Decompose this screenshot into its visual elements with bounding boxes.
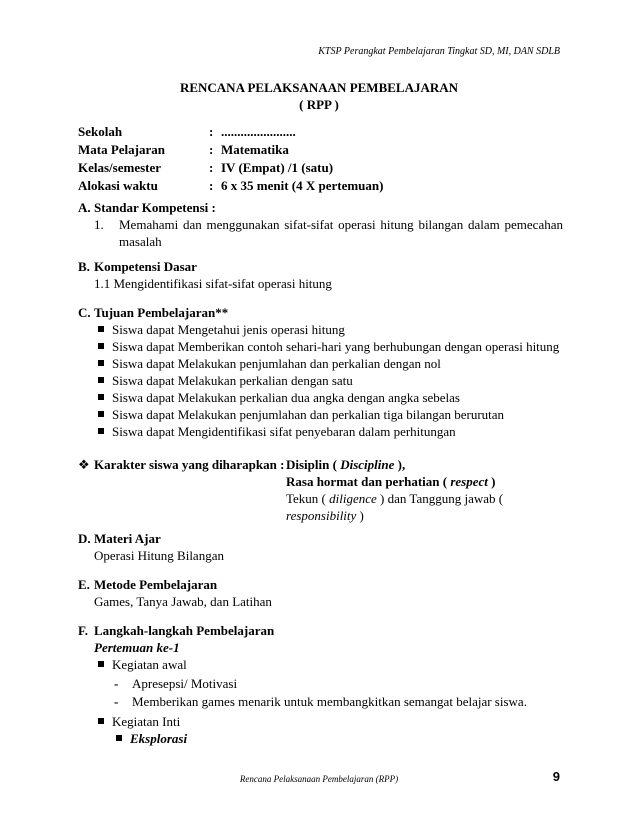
steps-list [78, 713, 563, 730]
sub-steps-list [78, 730, 563, 747]
karakter-english: Discipline [340, 457, 395, 472]
karakter-english: respect [450, 474, 488, 489]
karakter-text: ) [356, 508, 364, 523]
list-item [94, 372, 563, 389]
identity-key: Alokasi waktu [78, 178, 158, 193]
list-item-text: Siswa dapat Memberikan contoh sehari-hari yang berhubungan dengan operasi hitung [112, 339, 560, 354]
objectives-list [78, 321, 563, 440]
section-letter: E. [78, 577, 90, 592]
karakter-text: Rasa hormat dan perhatian ( [286, 474, 451, 489]
section-heading [78, 304, 563, 321]
document-title [0, 79, 638, 113]
identity-value: 6 x 35 menit (4 X pertemuan) [221, 178, 384, 193]
karakter-text: Tekun ( [286, 491, 330, 506]
list-item-text: Kegiatan Inti [112, 714, 181, 729]
square-bullet-icon [98, 360, 104, 366]
identity-row [78, 123, 383, 141]
section-letter: A. [78, 200, 91, 215]
karakter-line-3 [78, 490, 563, 507]
section-heading [78, 530, 563, 547]
identity-colon: : [209, 124, 214, 139]
list-item [94, 338, 563, 355]
section-letter: B. [78, 259, 90, 274]
list-item [94, 713, 563, 730]
page-number: 9 [552, 769, 560, 784]
karakter-english: diligence [329, 491, 377, 506]
section-heading [78, 576, 563, 593]
square-bullet-icon [98, 377, 104, 383]
section-metode-pembelajaran [78, 576, 563, 610]
section-heading-text: Kompetensi Dasar [94, 259, 197, 274]
karakter-line-4 [78, 507, 563, 524]
identity-value: IV (Empat) /1 (satu) [221, 160, 334, 175]
identity-colon: : [209, 142, 214, 157]
list-item-text: Siswa dapat Melakukan perkalian dua angka dengan angka sebelas [112, 390, 460, 405]
square-bullet-icon [98, 428, 104, 434]
square-bullet-icon [98, 343, 104, 349]
list-item [94, 656, 563, 673]
title-line-1: RENCANA PELAKSANAAN PEMBELAJARAN [179, 80, 459, 95]
list-item [94, 423, 563, 440]
list-item-text: Siswa dapat Mengidentifikasi sifat penyebaran dalam perhitungan [112, 424, 456, 439]
running-header: KTSP Perangkat Pembelajaran Tingkat SD, MI, DAN SDLB [318, 46, 560, 57]
identity-table [78, 123, 383, 195]
section-heading-text: Langkah-langkah Pembelajaran [94, 623, 275, 638]
running-footer: Rencana Pelaksanaan Pembelajaran (RPP) [239, 774, 399, 784]
karakter-english: responsibility [286, 508, 357, 523]
section-heading-text: Tujuan Pembelajaran** [94, 305, 229, 320]
identity-key: Kelas/semester [78, 160, 162, 175]
section-heading-text: Standar Kompetensi : [94, 200, 216, 215]
section-letter: C. [78, 305, 91, 320]
identity-colon: : [209, 178, 214, 193]
section-standar-kompetensi [78, 199, 563, 250]
identity-value: ....................... [221, 124, 296, 139]
dash-bullet: - [114, 694, 119, 709]
list-item-text: Siswa dapat Melakukan perkalian dengan satu [112, 373, 353, 388]
section-letter: D. [78, 531, 91, 546]
section-body: 1.1 Mengidentifikasi sifat-sifat operasi hitung [94, 276, 332, 291]
section-heading-text: Materi Ajar [94, 531, 161, 546]
square-bullet-icon [98, 661, 104, 667]
dash-item-text: Apresepsi/ Motivasi [132, 676, 238, 691]
section-heading [78, 622, 563, 639]
section-heading-text: Metode Pembelajaran [94, 577, 218, 592]
list-item [94, 406, 563, 423]
identity-colon: : [209, 160, 214, 175]
karakter-text: ) [487, 474, 496, 489]
title-line-2: ( RPP ) [299, 97, 339, 112]
karakter-value-4 [286, 507, 364, 524]
karakter-text: Disiplin ( [286, 457, 341, 472]
section-body: Games, Tanya Jawab, dan Latihan [94, 594, 272, 609]
section-heading [78, 258, 563, 275]
list-item-text: Kegiatan awal [112, 657, 187, 672]
steps-list [78, 656, 563, 673]
list-item [112, 730, 563, 747]
karakter-line-2 [78, 473, 563, 490]
karakter-value-3 [286, 490, 503, 507]
list-item [94, 389, 563, 406]
square-bullet-icon [116, 735, 122, 741]
karakter-block [78, 456, 563, 524]
identity-row [78, 141, 383, 159]
item-text: Memahami dan menggunakan sifat-sifat operasi hitung bilangan dalam pemecahan masalah [119, 217, 563, 249]
section-letter: F. [78, 623, 88, 638]
identity-key: Mata Pelajaran [78, 142, 166, 157]
karakter-label: Karakter siswa yang diharapkan : [94, 457, 285, 472]
identity-key: Sekolah [78, 124, 123, 139]
identity-row [78, 159, 383, 177]
dash-item-text: Memberikan games menarik untuk membangkitkan semangat belajar siswa. [132, 694, 527, 709]
square-bullet-icon [98, 718, 104, 724]
list-item-text: Siswa dapat Melakukan penjumlahan dan perkalian tiga bilangan berurutan [112, 407, 505, 422]
list-item [94, 355, 563, 372]
item-number: 1. [94, 217, 104, 232]
section-tujuan-pembelajaran [78, 304, 563, 440]
dash-bullet: - [114, 676, 119, 691]
diamond-bullet-icon: ❖ [78, 457, 90, 472]
section-langkah-pembelajaran [78, 622, 563, 747]
meeting-title: Pertemuan ke-1 [94, 640, 180, 655]
list-item-text: Eksplorasi [130, 731, 188, 746]
numbered-item [78, 216, 563, 250]
dash-item [78, 693, 563, 711]
karakter-value-1 [286, 456, 405, 473]
section-kompetensi-dasar [78, 258, 563, 292]
square-bullet-icon [98, 326, 104, 332]
identity-value: Matematika [221, 142, 289, 157]
list-item-text: Siswa dapat Mengetahui jenis operasi hitung [112, 322, 345, 337]
section-heading [78, 199, 563, 216]
list-item [94, 321, 563, 338]
dash-item [78, 675, 563, 693]
list-item-text: Siswa dapat Melakukan penjumlahan dan perkalian dengan nol [112, 356, 441, 371]
identity-row [78, 177, 383, 195]
karakter-text: ) dan Tanggung jawab ( [376, 491, 504, 506]
section-materi-ajar [78, 530, 563, 564]
karakter-text: ), [394, 457, 406, 472]
square-bullet-icon [98, 394, 104, 400]
karakter-value-2 [286, 473, 495, 490]
square-bullet-icon [98, 411, 104, 417]
karakter-line-1 [78, 456, 563, 473]
section-body: Operasi Hitung Bilangan [94, 548, 224, 563]
